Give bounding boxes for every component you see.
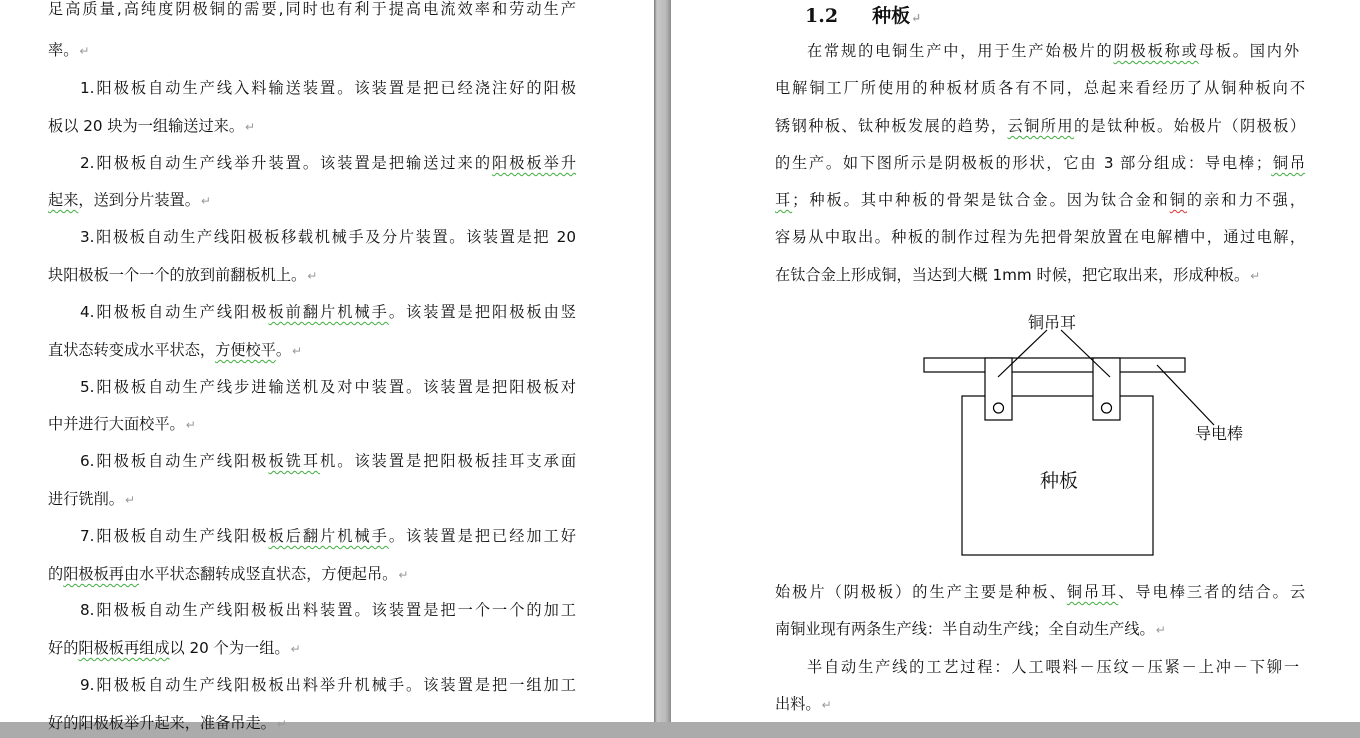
section-heading: 1.2 种板↵ — [805, 5, 922, 27]
document-page-left — [0, 0, 654, 732]
text-line: 耳；种板。其中种板的骨架是钛合金。因为钛合金和铜的亲和力不强， — [775, 191, 1306, 209]
text-line: 出料。↵ — [775, 695, 832, 713]
label-conductive-bar: 导电棒 — [1195, 424, 1244, 443]
list-item-line: 好的阳极板举升起来，准备吊走。↵ — [48, 714, 287, 732]
list-item-line: 起来，送到分片装置。↵ — [48, 191, 211, 209]
text-line: 在钛合金上形成铜，当达到大概 1mm 时候，把它取出来，形成种板。↵ — [775, 266, 1261, 284]
text-line: 锈钢种板、钛种板发展的趋势，云铜所用的是钛种板。始极片（阴极板） — [775, 117, 1306, 135]
list-item-line: 2.阳极板自动生产线举升装置。该装置是把输送过来的阳极板举升 — [80, 154, 577, 172]
list-item-line: 直状态转变成水平状态，方便校平。↵ — [48, 341, 303, 359]
list-item-line: 的阳极板再由水平状态翻转成竖直状态，方便起吊。↵ — [48, 565, 409, 583]
cathode-plate-diagram — [895, 300, 1255, 570]
text-line: 容易从中取出。种板的制作过程为先把骨架放置在电解槽中，通过电解， — [775, 228, 1305, 246]
list-item-line: 1.阳极板自动生产线入料输送装置。该装置是把已经浇注好的阳极 — [80, 79, 576, 97]
list-item-line: 7.阳极板自动生产线阳极板后翻片机械手。该装置是把已经加工好 — [80, 527, 576, 545]
list-item-line: 9.阳极板自动生产线阳极板出料举升机械手。该装置是把一组加工 — [80, 676, 576, 694]
list-item-line: 好的阳极板再组成以 20 个为一组。↵ — [48, 639, 301, 657]
text-line: 足高质量,高纯度阴极铜的需要,同时也有利于提高电流效率和劳动生产 — [48, 0, 576, 18]
text-line: 始极片（阴极板）的生产主要是种板、铜吊耳、导电棒三者的结合。云 — [775, 583, 1306, 601]
text-line: 率。↵ — [48, 41, 90, 59]
list-item-line: 板以 20 块为一组输送过来。↵ — [48, 117, 256, 135]
list-item-line: 进行铣削。↵ — [48, 490, 135, 508]
text-line: 南铜业现有两条生产线：半自动生产线；全自动生产线。↵ — [775, 620, 1166, 638]
list-item-line: 4.阳极板自动生产线阳极板前翻片机械手。该装置是把阳极板由竖 — [80, 303, 576, 321]
list-item-line: 块阳极板一个一个的放到前翻板机上。↵ — [48, 266, 318, 284]
text-line: 电解铜工厂所使用的种板材质各有不同，总起来看经历了从铜种板向不 — [775, 79, 1305, 97]
text-line: 的生产。如下图所示是阴极板的形状，它由 3 部分组成：导电棒；铜吊 — [775, 154, 1306, 172]
conductive-bar-shape — [924, 358, 1185, 372]
label-seed-plate: 种板 — [1039, 470, 1079, 492]
leader-line-bar — [1157, 365, 1214, 425]
list-item-line: 3.阳极板自动生产线阳极板移载机械手及分片装置。该装置是把 20 — [80, 228, 576, 246]
list-item-line: 6.阳极板自动生产线阳极板铣耳机。该装置是把阳极板挂耳支承面 — [80, 452, 577, 470]
copper-ear-right-shape — [1093, 358, 1120, 420]
text-line: 半自动生产线的工艺过程：人工喂料－压纹－压紧－上冲－下铆一 — [807, 658, 1299, 676]
label-copper-ear: 铜吊耳 — [1027, 313, 1077, 332]
heading-title: 种板 — [872, 5, 911, 27]
list-item-line: 5.阳极板自动生产线步进输送机及对中装置。该装置是把阳极板对 — [80, 378, 576, 396]
list-item-line: 8.阳极板自动生产线阳极板出料装置。该装置是把一个一个的加工 — [80, 601, 576, 619]
page-gutter — [654, 0, 671, 722]
text-line: 在常规的电铜生产中，用于生产始极片的阴极板称或母板。国内外 — [807, 42, 1300, 60]
heading-number: 1.2 — [805, 5, 839, 27]
list-item-line: 中并进行大面校平。↵ — [48, 415, 196, 433]
